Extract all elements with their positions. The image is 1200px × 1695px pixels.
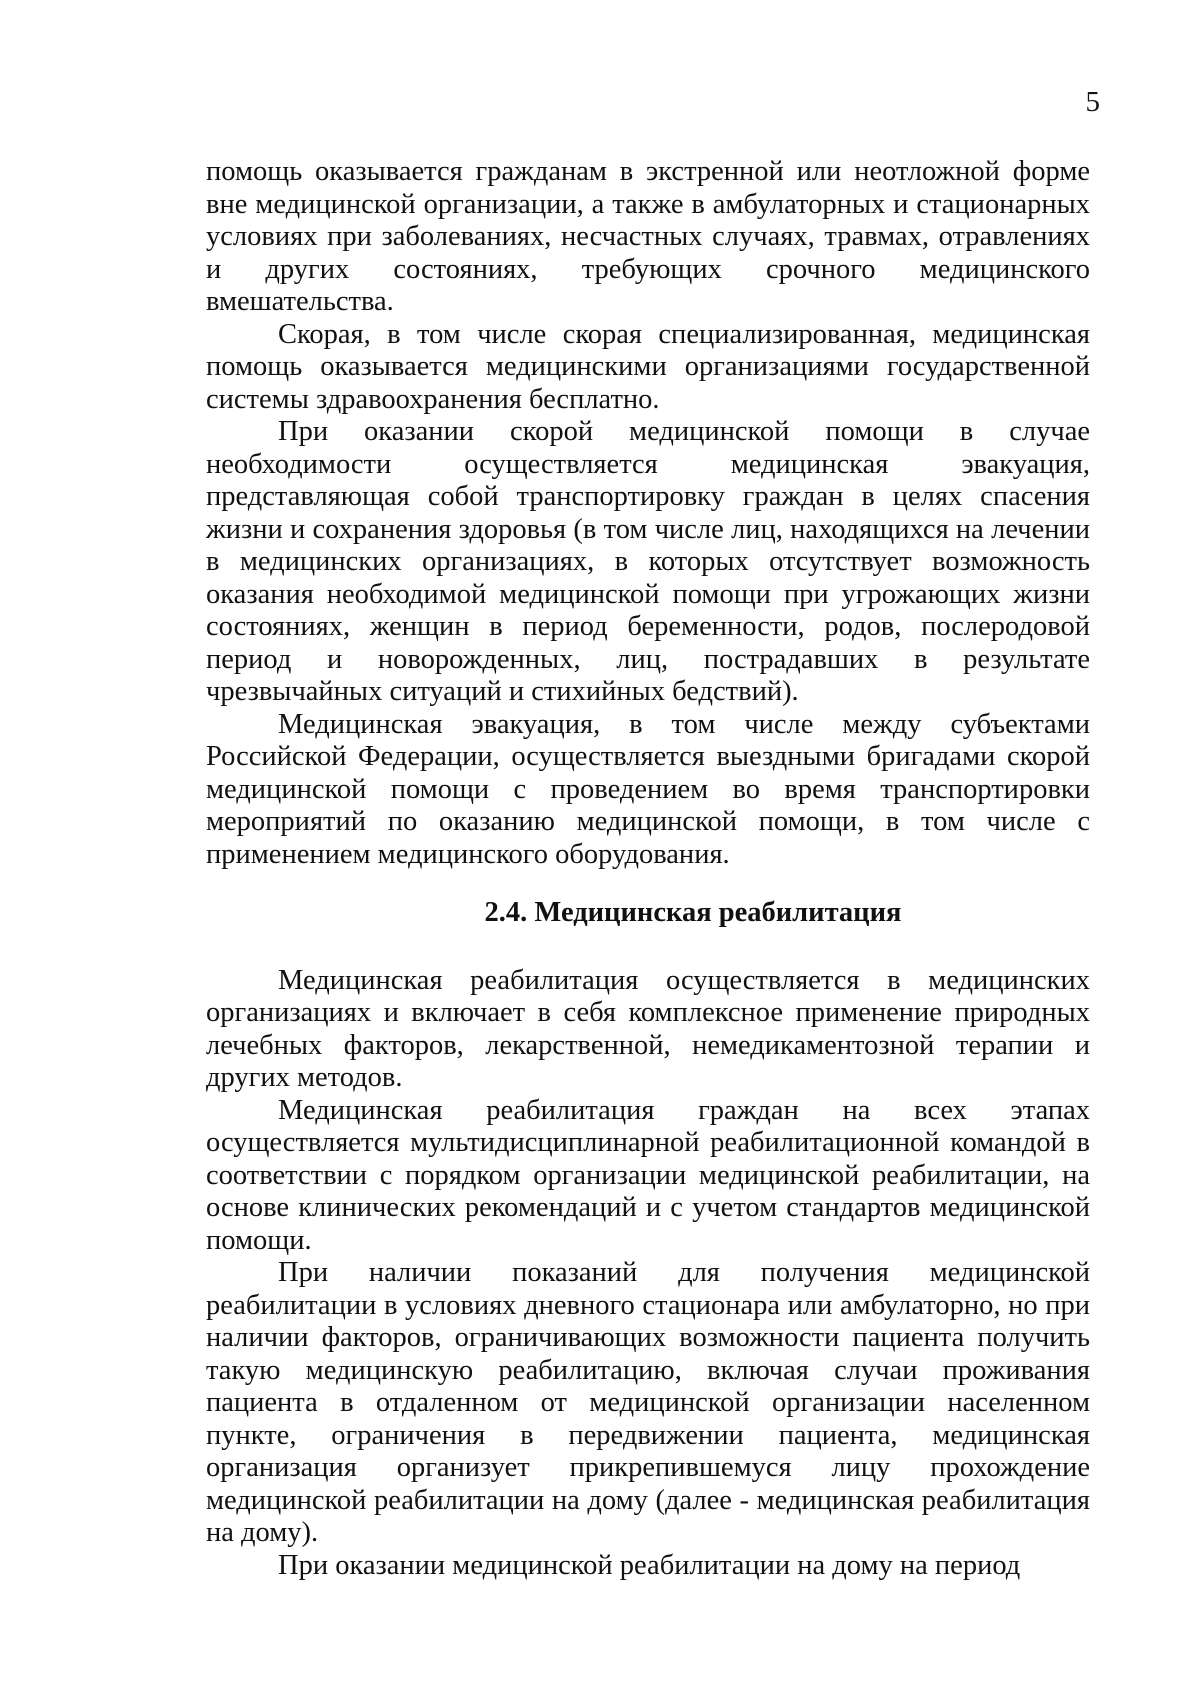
page-number: 5 (1085, 86, 1100, 118)
paragraph-p3: При оказании скорой медицинской помощи в случае необходимости осуществляется медицинская эвакуация, представляющая собой транспортировку граждан в целях спасения жизни и сохранения здоровья (в том числе лиц, находящихся на лечении в медицинских организациях, в которых отсутствует возможность оказания необходимой медицинской помощи при угрожающих жизни состояниях, женщин в период беременности, родов, послеродовой период и новорожденных, лиц, пострадавших в результате чрезвычайных ситуаций и стихийных бедствий). (206, 416, 1090, 707)
paragraph-p4: Медицинская эвакуация, в том числе между субъектами Российской Федерации, осуществляется выездными бригадами скорой медицинской помощи с проведением во время транспортировки мероприятий по оказанию медицинской помощи, в том числе с применением медицинского оборудования. (206, 708, 1090, 870)
paragraph-p6: Медицинская реабилитация граждан на всех этапах осуществляется мультидисциплинарной реабилитационной командой в соответствии с порядком организации медицинской реабилитации, на основе клинических рекомендаций и с учетом стандартов медицинской помощи. (206, 1094, 1090, 1256)
paragraph-p2: Скорая, в том числе скорая специализированная, медицинская помощь оказывается медицинскими организациями государственной системы здравоохранения бесплатно. (206, 318, 1090, 415)
paragraph-p1: помощь оказывается гражданам в экстренной или неотложной форме вне медицинской организации, а также в амбулаторных и стационарных условиях при заболеваниях, несчастных случаях, травмах, отравлениях и других состояниях, требующих срочного медицинского вмешательства. (206, 156, 1090, 317)
paragraph-p8: При оказании медицинской реабилитации на дому на период (278, 1549, 1021, 1581)
heading-spacer (206, 957, 1090, 965)
paragraph-p5: Медицинская реабилитация осуществляется в медицинских организациях и включает в себя комплексное применение природных лечебных факторов, лекарственной, немедикаментозной терапии и других методов. (206, 964, 1090, 1093)
paragraph-p7: При наличии показаний для получения медицинской реабилитации в условиях дневного стационара или амбулаторно, но при наличии факторов, ограничивающих возможности пациента получить такую медицинскую реабилитацию, включая случаи проживания пациента в отдаленном от медицинской организации населенном пункте, ограничения в передвижении пациента, медицинская организация организует прикрепившемуся лицу прохождение медицинской реабилитации на дому (далее - медицинская реабилитация на дому). (206, 1257, 1090, 1548)
document-body (206, 156, 1090, 1582)
section-heading: 2.4. Медицинская реабилитация (484, 897, 902, 928)
